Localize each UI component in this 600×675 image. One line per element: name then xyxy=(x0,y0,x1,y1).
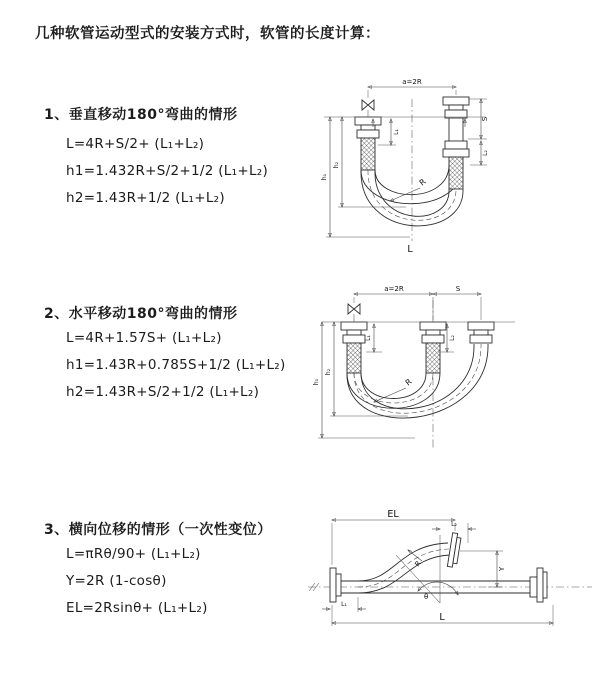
dim-label-l1: L₁ xyxy=(341,601,347,608)
left-flange xyxy=(330,568,358,602)
dim-label-l: L xyxy=(439,612,445,623)
dim-label-h1: h₁ xyxy=(313,378,320,386)
dim-label-l2: L₂ xyxy=(449,335,456,341)
diagram-lateral-displacement xyxy=(300,505,600,645)
section-2-formula-h2: h2=1.43R+S/2+1/2 (L₁+L₂) xyxy=(66,384,260,400)
dim-label-h2: h₂ xyxy=(325,368,332,376)
dimensions xyxy=(322,509,553,626)
section-3-formula-Y: Y=2R (1-cosθ) xyxy=(66,573,167,589)
dim-label-s: S xyxy=(455,285,461,293)
dim-label-el: EL xyxy=(387,509,399,520)
radius-label: R xyxy=(403,377,414,388)
dim-label-h2: h₂ xyxy=(333,161,340,169)
right-pipe-assembly xyxy=(468,322,494,343)
valve-icon xyxy=(362,100,374,110)
diagram-horizontal-180 xyxy=(310,280,590,455)
length-label: L xyxy=(407,244,413,255)
upper-flange xyxy=(447,533,461,568)
braid-section xyxy=(449,157,463,189)
section-2-formula-h1: h1=1.43R+0.785S+1/2 (L₁+L₂) xyxy=(66,357,286,373)
section-3-heading: 3、横向位移的情形（一次性变位） xyxy=(44,522,272,538)
dim-label-l2: L₂ xyxy=(482,150,489,156)
right-flange xyxy=(530,568,547,602)
page-title: 几种软管运动型式的安装方式时，软管的长度计算： xyxy=(35,26,380,42)
dim-label-y: Y xyxy=(498,566,506,572)
dim-label-s: S xyxy=(481,116,489,122)
radius-label: R xyxy=(417,177,428,188)
dim-label-l1: L₁ xyxy=(393,129,400,135)
section-2-heading: 2、水平移动180°弯曲的情形 xyxy=(44,306,238,322)
middle-pipe-assembly xyxy=(420,322,446,373)
dim-label-l2: L₂ xyxy=(451,521,457,528)
dim-label-a2r: a=2R xyxy=(384,285,404,293)
radius-leader xyxy=(374,388,406,402)
section-3-formula-EL: EL=2Rsinθ+ (L₁+L₂) xyxy=(66,600,208,616)
section-1-formula-L: L=4R+S/2+ (L₁+L₂) xyxy=(66,136,205,152)
braid-section xyxy=(347,343,361,373)
dim-label-h1: h₁ xyxy=(321,173,328,181)
left-pipe-assembly xyxy=(355,100,381,170)
valve-icon xyxy=(348,304,360,314)
left-pipe-assembly xyxy=(341,304,367,373)
section-3-formula-L: L=πRθ/90+ (L₁+L₂) xyxy=(66,546,201,562)
angle-label: θ xyxy=(424,593,429,601)
hose-curves xyxy=(358,543,450,593)
dim-label-a2r: a=2R xyxy=(402,78,422,86)
dimensions xyxy=(313,285,515,438)
section-1-formula-h1: h1=1.432R+S/2+1/2 (L₁+L₂) xyxy=(66,163,269,179)
section-1-formula-h2: h2=1.43R+1/2 (L₁+L₂) xyxy=(66,190,225,206)
braid-section xyxy=(361,138,375,170)
dim-label-l1: L₁ xyxy=(365,335,372,341)
section-1-heading: 1、垂直移动180°弯曲的情形 xyxy=(44,107,238,123)
braid-section xyxy=(426,343,440,373)
hose-curves xyxy=(347,344,488,418)
hose-centerline xyxy=(354,344,481,413)
section-2-formula-L: L=4R+1.57S+ (L₁+L₂) xyxy=(66,330,222,346)
diagram-vertical-180 xyxy=(310,75,590,255)
radius-label: R xyxy=(413,559,423,569)
